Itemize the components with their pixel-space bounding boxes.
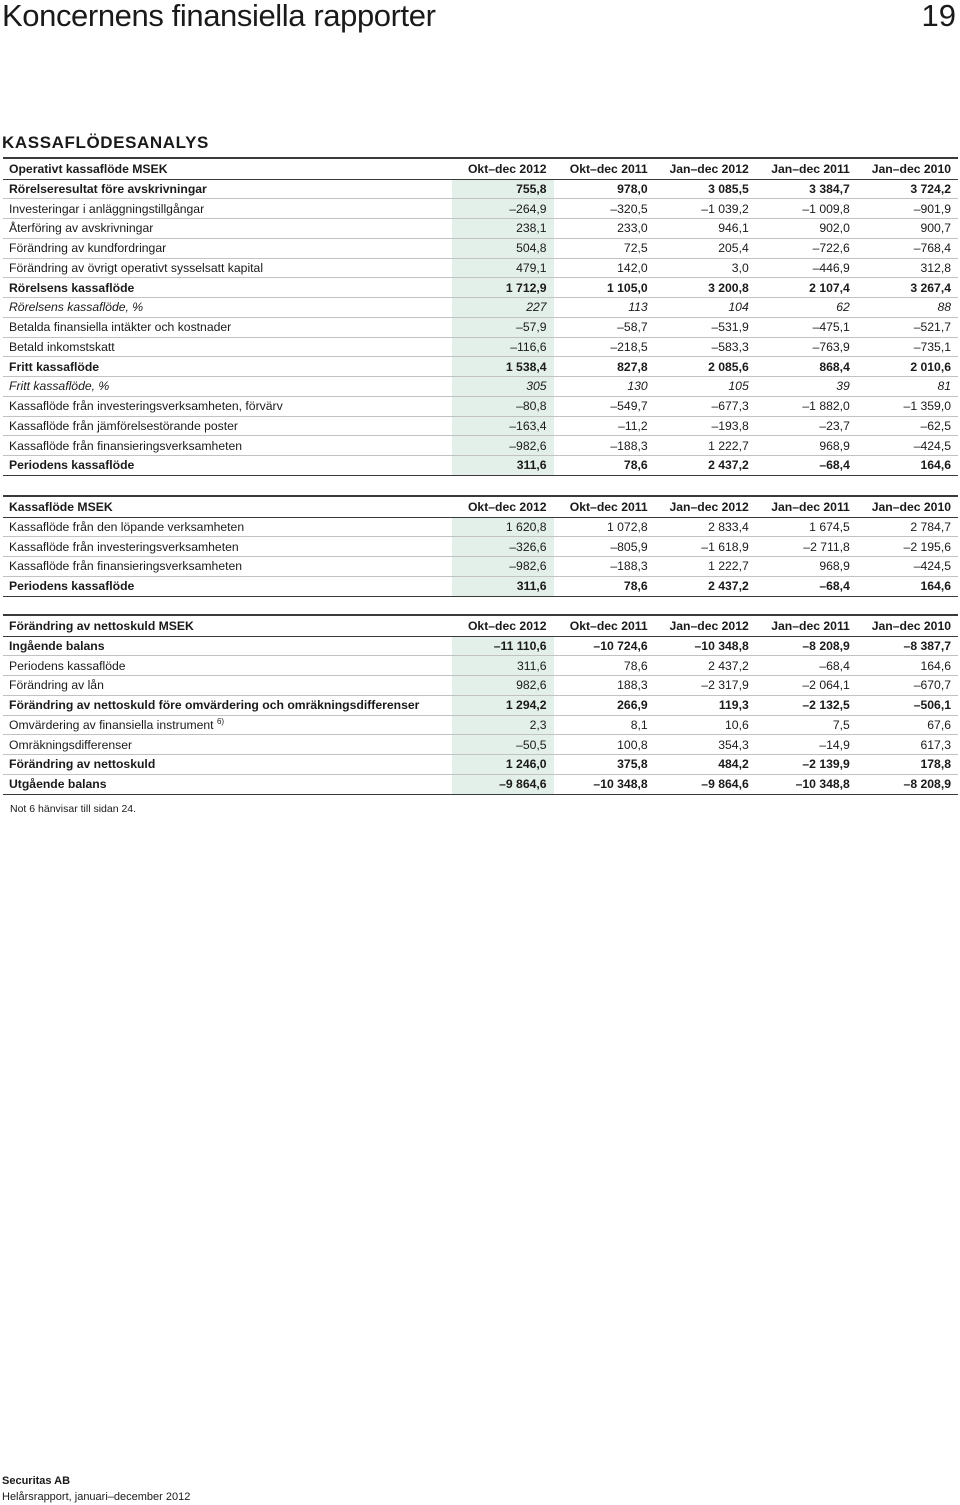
value-cell: 902,0 — [756, 219, 857, 239]
value-cell: –8 208,9 — [857, 774, 958, 794]
row-label: Kassaflöde från den löpande verksamheten — [9, 519, 245, 534]
table-row — [3, 576, 958, 596]
value-cell: –506,1 — [857, 695, 958, 715]
table-row — [3, 735, 958, 755]
value-cell: 311,6 — [452, 656, 553, 676]
value-cell: 78,6 — [554, 576, 655, 596]
row-label: Periodens kassaflöde — [9, 579, 135, 594]
value-cell: –193,8 — [655, 416, 756, 436]
table-caption: Kassaflöde MSEK — [3, 496, 452, 517]
value-cell: 3 267,4 — [857, 278, 958, 298]
row-label: Rörelseresultat före avskrivningar — [9, 181, 207, 196]
net-debt-change-table — [3, 614, 958, 795]
row-label-cell — [3, 357, 452, 377]
value-cell: 105 — [655, 377, 756, 397]
row-label: Ingående balans — [9, 638, 105, 653]
row-label-cell — [3, 636, 452, 656]
table-caption: Förändring av nettoskuld MSEK — [3, 615, 452, 636]
value-cell: 62 — [756, 298, 857, 318]
value-cell: –8 387,7 — [857, 636, 958, 656]
row-label: Kassaflöde från finansieringsverksamheten — [9, 438, 243, 453]
value-cell: 2 437,2 — [655, 576, 756, 596]
value-cell: –424,5 — [857, 436, 958, 456]
footer-company: Securitas AB — [2, 1475, 71, 1487]
table-row — [3, 436, 958, 456]
value-cell: 755,8 — [452, 179, 553, 199]
value-cell: –982,6 — [452, 557, 553, 577]
row-label-cell — [3, 676, 452, 696]
value-cell: 10,6 — [655, 715, 756, 735]
row-label: Rörelsens kassaflöde, % — [9, 300, 144, 315]
table-row — [3, 396, 958, 416]
value-cell: 2 833,4 — [655, 517, 756, 537]
row-label: Investeringar i anläggningstillgångar — [9, 201, 205, 216]
table-row — [3, 337, 958, 357]
table-row — [3, 258, 958, 278]
row-label: Utgående balans — [9, 777, 107, 792]
value-cell: –57,9 — [452, 317, 553, 337]
value-cell: –10 348,8 — [756, 774, 857, 794]
table-row — [3, 416, 958, 436]
value-cell: 868,4 — [756, 357, 857, 377]
value-cell: 67,6 — [857, 715, 958, 735]
row-label-cell — [3, 557, 452, 577]
value-cell: –68,4 — [756, 656, 857, 676]
value-cell: –80,8 — [452, 396, 553, 416]
value-cell: 1 222,7 — [655, 436, 756, 456]
value-cell: –320,5 — [554, 199, 655, 219]
value-cell: –14,9 — [756, 735, 857, 755]
value-cell: –1 882,0 — [756, 396, 857, 416]
value-cell: –531,9 — [655, 317, 756, 337]
row-label: Omräkningsdifferenser — [9, 737, 133, 752]
row-label: Förändring av kundfordringar — [9, 241, 167, 256]
footnote-marker: 6) — [216, 716, 225, 726]
value-cell: 1 620,8 — [452, 517, 553, 537]
value-cell: 164,6 — [857, 576, 958, 596]
value-cell: –264,9 — [452, 199, 553, 219]
table-row — [3, 755, 958, 775]
value-cell: 982,6 — [452, 676, 553, 696]
value-cell: 1 538,4 — [452, 357, 553, 377]
value-cell: 188,3 — [554, 676, 655, 696]
value-cell: 375,8 — [554, 755, 655, 775]
value-cell: –10 348,8 — [554, 774, 655, 794]
value-cell: 78,6 — [554, 656, 655, 676]
value-cell: 1 072,8 — [554, 517, 655, 537]
row-label: Betald inkomstskatt — [9, 339, 115, 354]
value-cell: 81 — [857, 377, 958, 397]
page-number: 19 — [921, 0, 956, 33]
value-cell: 119,3 — [655, 695, 756, 715]
value-cell: 7,5 — [756, 715, 857, 735]
value-cell: 968,9 — [756, 436, 857, 456]
value-cell: 900,7 — [857, 219, 958, 239]
value-cell: –62,5 — [857, 416, 958, 436]
table-header-row — [3, 496, 958, 517]
value-cell: 1 674,5 — [756, 517, 857, 537]
table-row — [3, 774, 958, 794]
table-row — [3, 219, 958, 239]
footer-report: Helårsrapport, januari–december 2012 — [2, 1491, 191, 1503]
value-cell: –1 039,2 — [655, 199, 756, 219]
row-label-cell — [3, 436, 452, 456]
column-header: Jan–dec 2010 — [857, 158, 958, 179]
column-header: Jan–dec 2011 — [756, 496, 857, 517]
row-label: Fritt kassaflöde, % — [9, 379, 110, 394]
value-cell: 266,9 — [554, 695, 655, 715]
row-label-cell — [3, 179, 452, 199]
row-label: Förändring av övrigt operativt sysselsatt kapital — [9, 260, 264, 275]
value-cell: 1 712,9 — [452, 278, 553, 298]
row-label: Kassaflöde från jämförelsestörande poster — [9, 418, 238, 433]
table-row — [3, 298, 958, 318]
column-header: Okt–dec 2012 — [452, 158, 553, 179]
row-label-cell — [3, 278, 452, 298]
value-cell: –805,9 — [554, 537, 655, 557]
value-cell: –722,6 — [756, 238, 857, 258]
value-cell: 104 — [655, 298, 756, 318]
table-caption: Operativt kassaflöde MSEK — [3, 158, 452, 179]
column-header: Jan–dec 2012 — [655, 158, 756, 179]
row-label: Fritt kassaflöde — [9, 359, 100, 374]
value-cell: –10 348,8 — [655, 636, 756, 656]
row-label: Periodens kassaflöde — [9, 458, 135, 473]
row-label: Återföring av avskrivningar — [9, 221, 154, 236]
value-cell: –982,6 — [452, 436, 553, 456]
row-label: Omvärdering av finansiella instrument — [9, 717, 214, 732]
table-header-row — [3, 158, 958, 179]
table-row — [3, 317, 958, 337]
value-cell: 2 784,7 — [857, 517, 958, 537]
column-header: Okt–dec 2012 — [452, 496, 553, 517]
value-cell: –2 132,5 — [756, 695, 857, 715]
column-header: Okt–dec 2011 — [554, 158, 655, 179]
value-cell: 305 — [452, 377, 553, 397]
value-cell: 205,4 — [655, 238, 756, 258]
value-cell: 484,2 — [655, 755, 756, 775]
value-cell: –1 009,8 — [756, 199, 857, 219]
value-cell: 2,3 — [452, 715, 553, 735]
value-cell: 233,0 — [554, 219, 655, 239]
value-cell: 946,1 — [655, 219, 756, 239]
value-cell: 100,8 — [554, 735, 655, 755]
value-cell: 2 437,2 — [655, 656, 756, 676]
value-cell: –475,1 — [756, 317, 857, 337]
value-cell: –9 864,6 — [452, 774, 553, 794]
value-cell: 227 — [452, 298, 553, 318]
row-label: Kassaflöde från finansieringsverksamheten — [9, 559, 243, 574]
value-cell: –326,6 — [452, 537, 553, 557]
column-header: Jan–dec 2010 — [857, 496, 958, 517]
value-cell: 178,8 — [857, 755, 958, 775]
value-cell: –521,7 — [857, 317, 958, 337]
row-label-cell — [3, 199, 452, 219]
cash-flow-table — [3, 495, 958, 597]
value-cell: 72,5 — [554, 238, 655, 258]
table-row — [3, 278, 958, 298]
row-label-cell — [3, 396, 452, 416]
row-label-cell — [3, 456, 452, 476]
value-cell: 978,0 — [554, 179, 655, 199]
row-label: Betalda finansiella intäkter och kostnader — [9, 320, 232, 335]
value-cell: 968,9 — [756, 557, 857, 577]
row-label-cell — [3, 238, 452, 258]
value-cell: –735,1 — [857, 337, 958, 357]
value-cell: 312,8 — [857, 258, 958, 278]
value-cell: –9 864,6 — [655, 774, 756, 794]
value-cell: –1 359,0 — [857, 396, 958, 416]
row-label-cell — [3, 416, 452, 436]
row-label: Kassaflöde från investeringsverksamheten, förvärv — [9, 399, 283, 414]
value-cell: 2 010,6 — [857, 357, 958, 377]
column-header: Okt–dec 2011 — [554, 615, 655, 636]
row-label: Förändring av nettoskuld före omvärdering och omräkningsdifferenser — [9, 698, 420, 713]
table-row — [3, 517, 958, 537]
value-cell: –763,9 — [756, 337, 857, 357]
row-label-cell — [3, 695, 452, 715]
value-cell: –68,4 — [756, 576, 857, 596]
value-cell: –2 711,8 — [756, 537, 857, 557]
value-cell: 827,8 — [554, 357, 655, 377]
row-label-cell — [3, 317, 452, 337]
row-label-cell — [3, 774, 452, 794]
value-cell: –583,3 — [655, 337, 756, 357]
row-label-cell — [3, 656, 452, 676]
row-label: Kassaflöde från investeringsverksamheten — [9, 539, 239, 554]
page-header — [0, 0, 960, 40]
value-cell: –768,4 — [857, 238, 958, 258]
value-cell: 617,3 — [857, 735, 958, 755]
value-cell: 142,0 — [554, 258, 655, 278]
value-cell: –2 139,9 — [756, 755, 857, 775]
table-row — [3, 537, 958, 557]
value-cell: 3 384,7 — [756, 179, 857, 199]
row-label: Periodens kassaflöde — [9, 658, 126, 673]
row-label-cell — [3, 517, 452, 537]
column-header: Jan–dec 2011 — [756, 158, 857, 179]
value-cell: –50,5 — [452, 735, 553, 755]
value-cell: –10 724,6 — [554, 636, 655, 656]
table-row — [3, 456, 958, 476]
table-row — [3, 656, 958, 676]
value-cell: 1 222,7 — [655, 557, 756, 577]
table-header-row — [3, 615, 958, 636]
row-label-cell — [3, 755, 452, 775]
value-cell: 3 200,8 — [655, 278, 756, 298]
value-cell: 238,1 — [452, 219, 553, 239]
row-label-cell — [3, 337, 452, 357]
value-cell: 3 724,2 — [857, 179, 958, 199]
value-cell: –58,7 — [554, 317, 655, 337]
row-label-cell — [3, 576, 452, 596]
value-cell: –23,7 — [756, 416, 857, 436]
value-cell: 1 105,0 — [554, 278, 655, 298]
table-row — [3, 636, 958, 656]
row-label-cell — [3, 219, 452, 239]
value-cell: –549,7 — [554, 396, 655, 416]
table-row — [3, 377, 958, 397]
value-cell: 113 — [554, 298, 655, 318]
value-cell: 479,1 — [452, 258, 553, 278]
table-row — [3, 557, 958, 577]
row-label-cell — [3, 298, 452, 318]
value-cell: –670,7 — [857, 676, 958, 696]
value-cell: 311,6 — [452, 576, 553, 596]
value-cell: 2 437,2 — [655, 456, 756, 476]
column-header: Okt–dec 2012 — [452, 615, 553, 636]
column-header: Jan–dec 2010 — [857, 615, 958, 636]
value-cell: 354,3 — [655, 735, 756, 755]
page-title: Koncernens finansiella rapporter — [2, 0, 436, 33]
value-cell: –116,6 — [452, 337, 553, 357]
value-cell: –2 317,9 — [655, 676, 756, 696]
row-label: Rörelsens kassaflöde — [9, 280, 135, 295]
value-cell: 39 — [756, 377, 857, 397]
value-cell: –188,3 — [554, 557, 655, 577]
row-label-cell — [3, 537, 452, 557]
value-cell: –2 064,1 — [756, 676, 857, 696]
value-cell: 3 085,5 — [655, 179, 756, 199]
table-row — [3, 357, 958, 377]
value-cell: 164,6 — [857, 456, 958, 476]
value-cell: –11,2 — [554, 416, 655, 436]
value-cell: 1 294,2 — [452, 695, 553, 715]
value-cell: –218,5 — [554, 337, 655, 357]
value-cell: –677,3 — [655, 396, 756, 416]
footnote: Not 6 hänvisar till sidan 24. — [10, 803, 137, 815]
column-header: Jan–dec 2011 — [756, 615, 857, 636]
column-header: Jan–dec 2012 — [655, 615, 756, 636]
value-cell: –1 618,9 — [655, 537, 756, 557]
value-cell: –2 195,6 — [857, 537, 958, 557]
value-cell: 311,6 — [452, 456, 553, 476]
value-cell: 8,1 — [554, 715, 655, 735]
row-label-cell — [3, 735, 452, 755]
value-cell: –68,4 — [756, 456, 857, 476]
value-cell: –8 208,9 — [756, 636, 857, 656]
column-header: Okt–dec 2011 — [554, 496, 655, 517]
value-cell: 164,6 — [857, 656, 958, 676]
row-label-cell — [3, 377, 452, 397]
value-cell: –11 110,6 — [452, 636, 553, 656]
value-cell: 504,8 — [452, 238, 553, 258]
value-cell: 2 085,6 — [655, 357, 756, 377]
table-row — [3, 199, 958, 219]
table-row — [3, 715, 958, 735]
value-cell: –163,4 — [452, 416, 553, 436]
operating-cash-flow-table — [3, 157, 958, 476]
value-cell: 2 107,4 — [756, 278, 857, 298]
table-row — [3, 695, 958, 715]
value-cell: 88 — [857, 298, 958, 318]
row-label: Förändring av lån — [9, 678, 104, 693]
value-cell: 78,6 — [554, 456, 655, 476]
row-label: Förändring av nettoskuld — [9, 757, 156, 772]
value-cell: 1 246,0 — [452, 755, 553, 775]
row-label-cell — [3, 715, 452, 735]
section-title: KASSAFLÖDESANALYS — [2, 133, 209, 152]
table-row — [3, 238, 958, 258]
row-label-cell — [3, 258, 452, 278]
value-cell: 3,0 — [655, 258, 756, 278]
value-cell: 130 — [554, 377, 655, 397]
table-row — [3, 676, 958, 696]
value-cell: –446,9 — [756, 258, 857, 278]
column-header: Jan–dec 2012 — [655, 496, 756, 517]
value-cell: –424,5 — [857, 557, 958, 577]
value-cell: –188,3 — [554, 436, 655, 456]
value-cell: –901,9 — [857, 199, 958, 219]
table-row — [3, 179, 958, 199]
